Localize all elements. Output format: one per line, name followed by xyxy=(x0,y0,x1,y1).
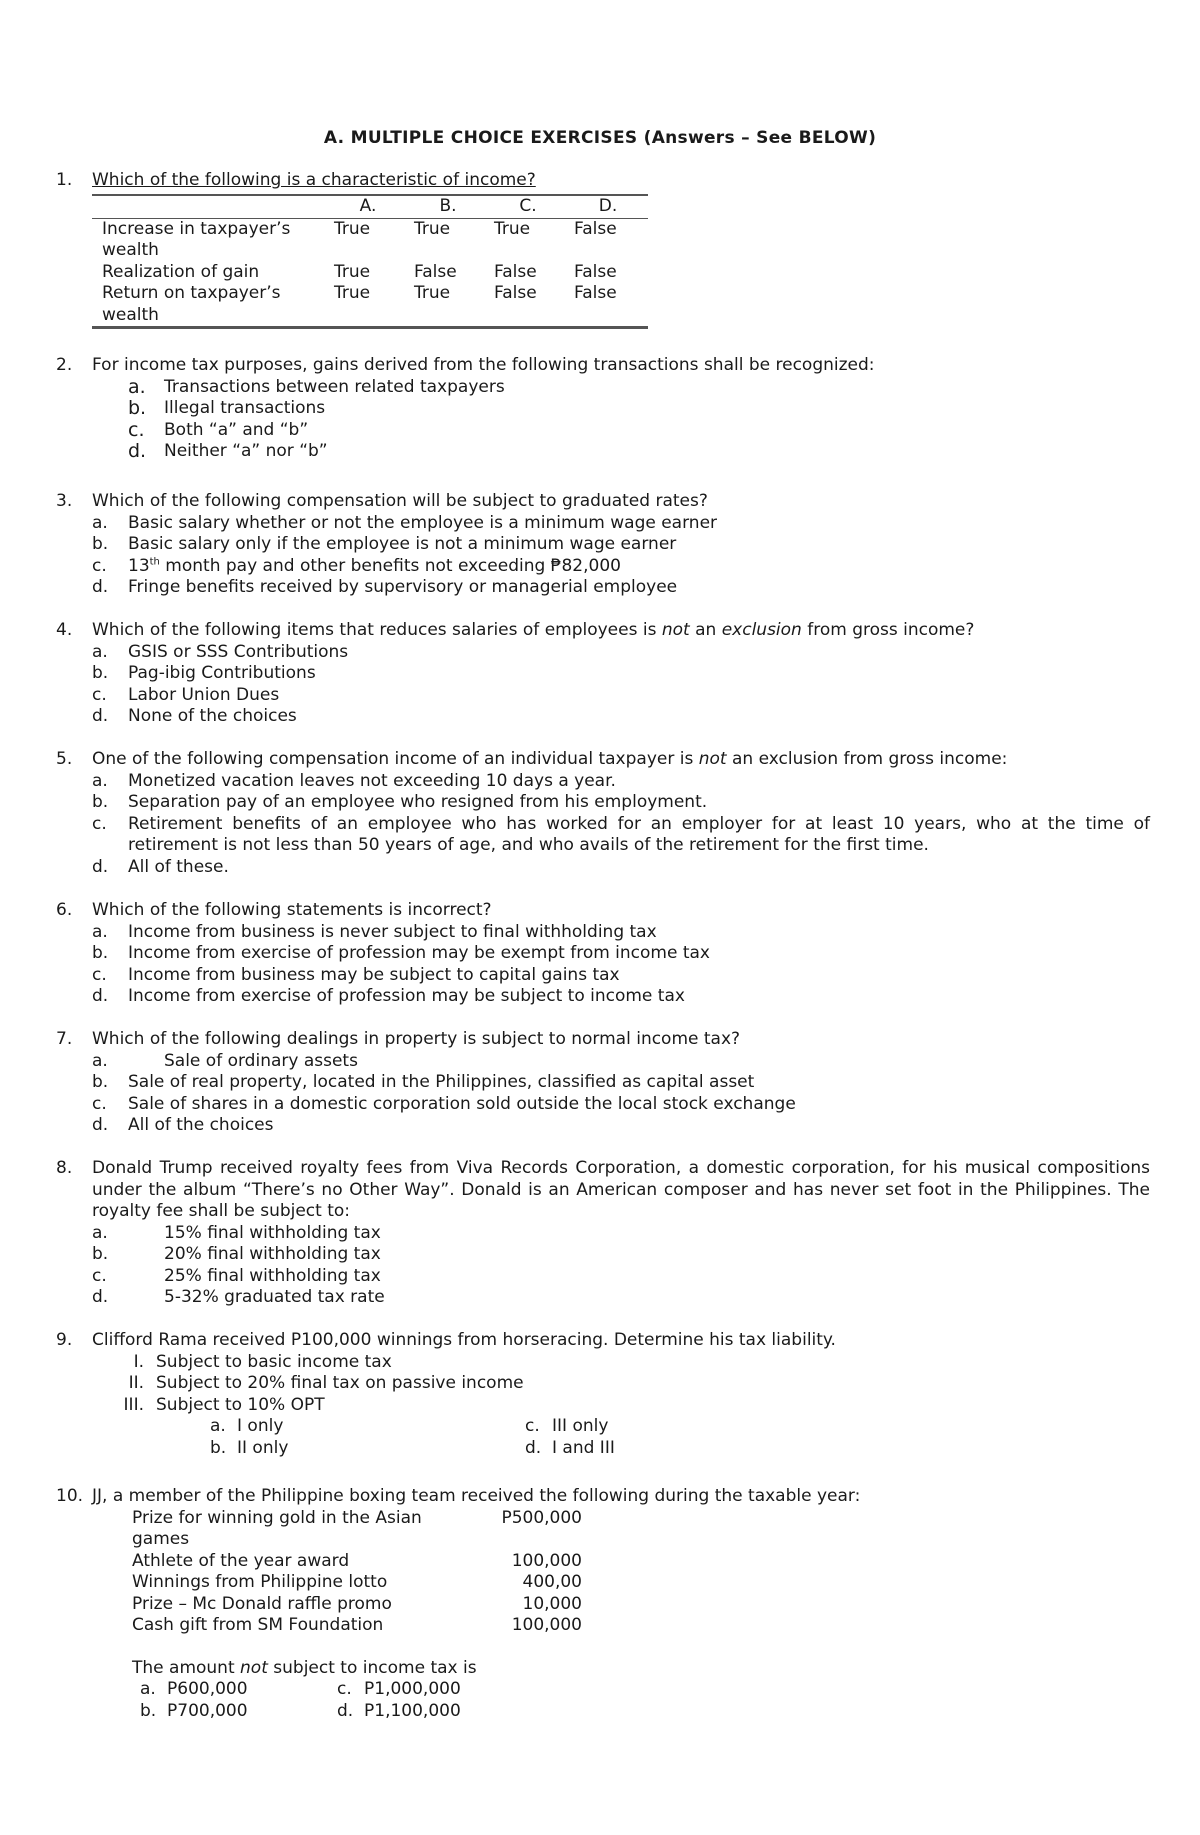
option-d: d. P1,100,000 xyxy=(337,1700,461,1721)
option-b: b. Illegal transactions xyxy=(128,397,326,419)
item-description: Prize – Mc Donald raffle promo xyxy=(132,1593,392,1614)
item-description: Winnings from Philippine lotto xyxy=(132,1572,388,1592)
table-row xyxy=(132,1615,582,1637)
question-text: Clifford Rama received P100,000 winnings from horseracing. Determine his tax liability. xyxy=(92,1330,836,1350)
table-header-row xyxy=(92,195,648,219)
table-header: D. xyxy=(568,195,648,219)
page-title: A. MULTIPLE CHOICE EXERCISES (Answers – See BELOW) xyxy=(323,128,877,148)
statement-iii: III. Subject to 10% OPT xyxy=(123,1394,325,1415)
option-a: a. Transactions between related taxpayers xyxy=(128,375,505,398)
table-cell: False xyxy=(494,261,537,282)
question-number: 3. xyxy=(56,491,73,511)
option-c: c. Income from business may be subject to capital gains tax xyxy=(92,964,620,985)
table-cell: True xyxy=(334,218,371,239)
question-number: 6. xyxy=(56,900,73,920)
table-row xyxy=(92,262,648,284)
option-b: b. II only xyxy=(210,1437,289,1458)
option-c: c. P1,000,000 xyxy=(337,1679,461,1699)
option-b: b. P700,000 xyxy=(140,1700,248,1721)
table-header: A. xyxy=(328,195,408,219)
question-text: JJ, a member of the Philippine boxing team received the following during the taxable year: xyxy=(92,1486,861,1506)
option-b: b. Sale of real property, located in the Philippines, classified as capital asset xyxy=(92,1072,755,1092)
option-d: d. None of the choices xyxy=(92,706,297,726)
row-label: Return on taxpayer’s wealth xyxy=(102,283,281,325)
question-number: 7. xyxy=(56,1029,73,1049)
item-description: Cash gift from SM Foundation xyxy=(132,1615,384,1635)
question-7 xyxy=(56,1029,1150,1137)
question-9 xyxy=(56,1330,1150,1459)
statement-ii: II. Subject to 20% final tax on passive income xyxy=(128,1373,524,1393)
question-4 xyxy=(56,620,1150,728)
table-cell: True xyxy=(414,283,451,303)
receipts-table xyxy=(132,1508,582,1637)
option-c: c. III only xyxy=(525,1416,609,1436)
question-text: Which of the following compensation will be subject to graduated rates? xyxy=(92,491,708,511)
option-d: d. 5-32% graduated tax rate xyxy=(92,1287,385,1307)
item-description: Athlete of the year award xyxy=(132,1550,350,1571)
table-header: C. xyxy=(488,195,568,219)
choice-row xyxy=(210,1416,1150,1438)
table-cell: False xyxy=(574,283,617,303)
item-amount: 100,000 xyxy=(511,1615,582,1635)
table-cell: False xyxy=(494,283,537,303)
option-b: b. Pag-ibig Contributions xyxy=(92,663,316,683)
option-c: c. Labor Union Dues xyxy=(92,684,280,705)
item-amount: 100,000 xyxy=(511,1550,582,1571)
table-row xyxy=(132,1508,582,1551)
option-b: b. Separation pay of an employee who resigned from his employment. xyxy=(92,792,708,812)
option-c: c. Retirement benefits of an employee who has worked for an employer for at least 10 years, who at the time of retirement is not less than 50 years of age, and who avails of the retirement for the first time. xyxy=(92,813,1150,855)
choice-row xyxy=(210,1438,1150,1460)
option-d: d. I and III xyxy=(525,1437,615,1458)
option-c: c. 25% final withholding tax xyxy=(92,1265,381,1286)
option-a: a. 15% final withholding tax xyxy=(92,1222,381,1243)
table-header: B. xyxy=(408,195,488,219)
table-cell: False xyxy=(574,218,617,239)
table-row xyxy=(92,283,648,328)
choice-row xyxy=(140,1701,1150,1723)
question-number: 8. xyxy=(56,1158,73,1178)
question-number: 10. xyxy=(56,1486,84,1506)
choice-row xyxy=(140,1679,1150,1701)
question-number: 1. xyxy=(56,170,73,190)
row-label: Realization of gain xyxy=(102,261,260,282)
question-number: 4. xyxy=(56,620,73,640)
option-c: c. Both “a” and “b” xyxy=(128,418,309,441)
item-amount: P500,000 xyxy=(501,1507,582,1528)
characteristics-table xyxy=(92,194,648,330)
option-d: d. All of the choices xyxy=(92,1115,274,1135)
question-number: 2. xyxy=(56,355,73,375)
option-d: d. Fringe benefits received by supervisory or managerial employee xyxy=(92,577,678,597)
table-row xyxy=(92,218,648,262)
item-amount: 10,000 xyxy=(522,1593,582,1614)
row-label: Increase in taxpayer’s wealth xyxy=(102,218,291,260)
question-text: Which of the following items that reduces salaries of employees is not an exclusion from gross income? xyxy=(92,620,975,640)
option-c: c. Sale of shares in a domestic corporation sold outside the local stock exchange xyxy=(92,1093,796,1114)
option-a: a. Basic salary whether or not the employee is a minimum wage earner xyxy=(92,512,718,533)
table-header-blank xyxy=(92,195,328,219)
option-b: b. Basic salary only if the employee is not a minimum wage earner xyxy=(92,534,677,554)
option-a: a. GSIS or SSS Contributions xyxy=(92,641,349,662)
question-number: 9. xyxy=(56,1330,73,1350)
question-3 xyxy=(56,491,1150,599)
question-5 xyxy=(56,749,1150,878)
question-text: Which of the following dealings in property is subject to normal income tax? xyxy=(92,1029,741,1049)
option-d: d. Neither “a” nor “b” xyxy=(128,440,328,462)
question-text: One of the following compensation income of an individual taxpayer is not an exclusion from gross income: xyxy=(92,749,1008,769)
question-text: Donald Trump received royalty fees from Viva Records Corporation, a domestic corporation, for his musical compositions under the album “There’s no Other Way”. Donald is an American composer and has never set foot in the Philippines. The royalty fee shall be subject to: xyxy=(92,1158,1150,1221)
question-10 xyxy=(56,1486,1150,1722)
option-b: b. Income from exercise of profession may be exempt from income tax xyxy=(92,943,710,963)
table-row xyxy=(132,1572,582,1594)
question-prompt: The amount not subject to income tax is xyxy=(132,1657,477,1678)
option-d: d. Income from exercise of profession may be subject to income tax xyxy=(92,986,685,1006)
option-a: a. Sale of ordinary assets xyxy=(92,1050,358,1071)
question-text: Which of the following statements is incorrect? xyxy=(92,900,492,920)
statement-i: I. Subject to basic income tax xyxy=(133,1351,392,1372)
option-a: a. Income from business is never subject to final withholding tax xyxy=(92,921,657,942)
option-a: a. P600,000 xyxy=(140,1679,248,1699)
option-a: a. Monetized vacation leaves not exceeding 10 days a year. xyxy=(92,770,616,791)
question-number: 5. xyxy=(56,749,73,769)
option-a: a. I only xyxy=(210,1416,284,1436)
table-row xyxy=(132,1551,582,1573)
question-text: Which of the following is a characteristic of income? xyxy=(92,170,536,190)
option-d: d. All of these. xyxy=(92,856,229,877)
table-cell: False xyxy=(574,261,617,282)
question-1 xyxy=(56,170,1150,329)
option-c: c. 13th month pay and other benefits not exceeding ₱82,000 xyxy=(92,555,621,576)
table-row xyxy=(132,1594,582,1616)
table-cell: False xyxy=(414,261,457,282)
table-cell: True xyxy=(334,283,371,303)
item-amount: 400,00 xyxy=(522,1572,582,1592)
table-cell: True xyxy=(334,261,371,282)
table-cell: True xyxy=(414,218,451,239)
option-b: b. 20% final withholding tax xyxy=(92,1244,381,1264)
question-text: For income tax purposes, gains derived from the following transactions shall be recognized: xyxy=(92,355,875,375)
item-description: Prize for winning gold in the Asian games xyxy=(132,1507,422,1549)
question-6 xyxy=(56,900,1150,1008)
question-8 xyxy=(56,1158,1150,1309)
table-cell: True xyxy=(494,218,531,239)
question-2 xyxy=(56,355,1150,463)
